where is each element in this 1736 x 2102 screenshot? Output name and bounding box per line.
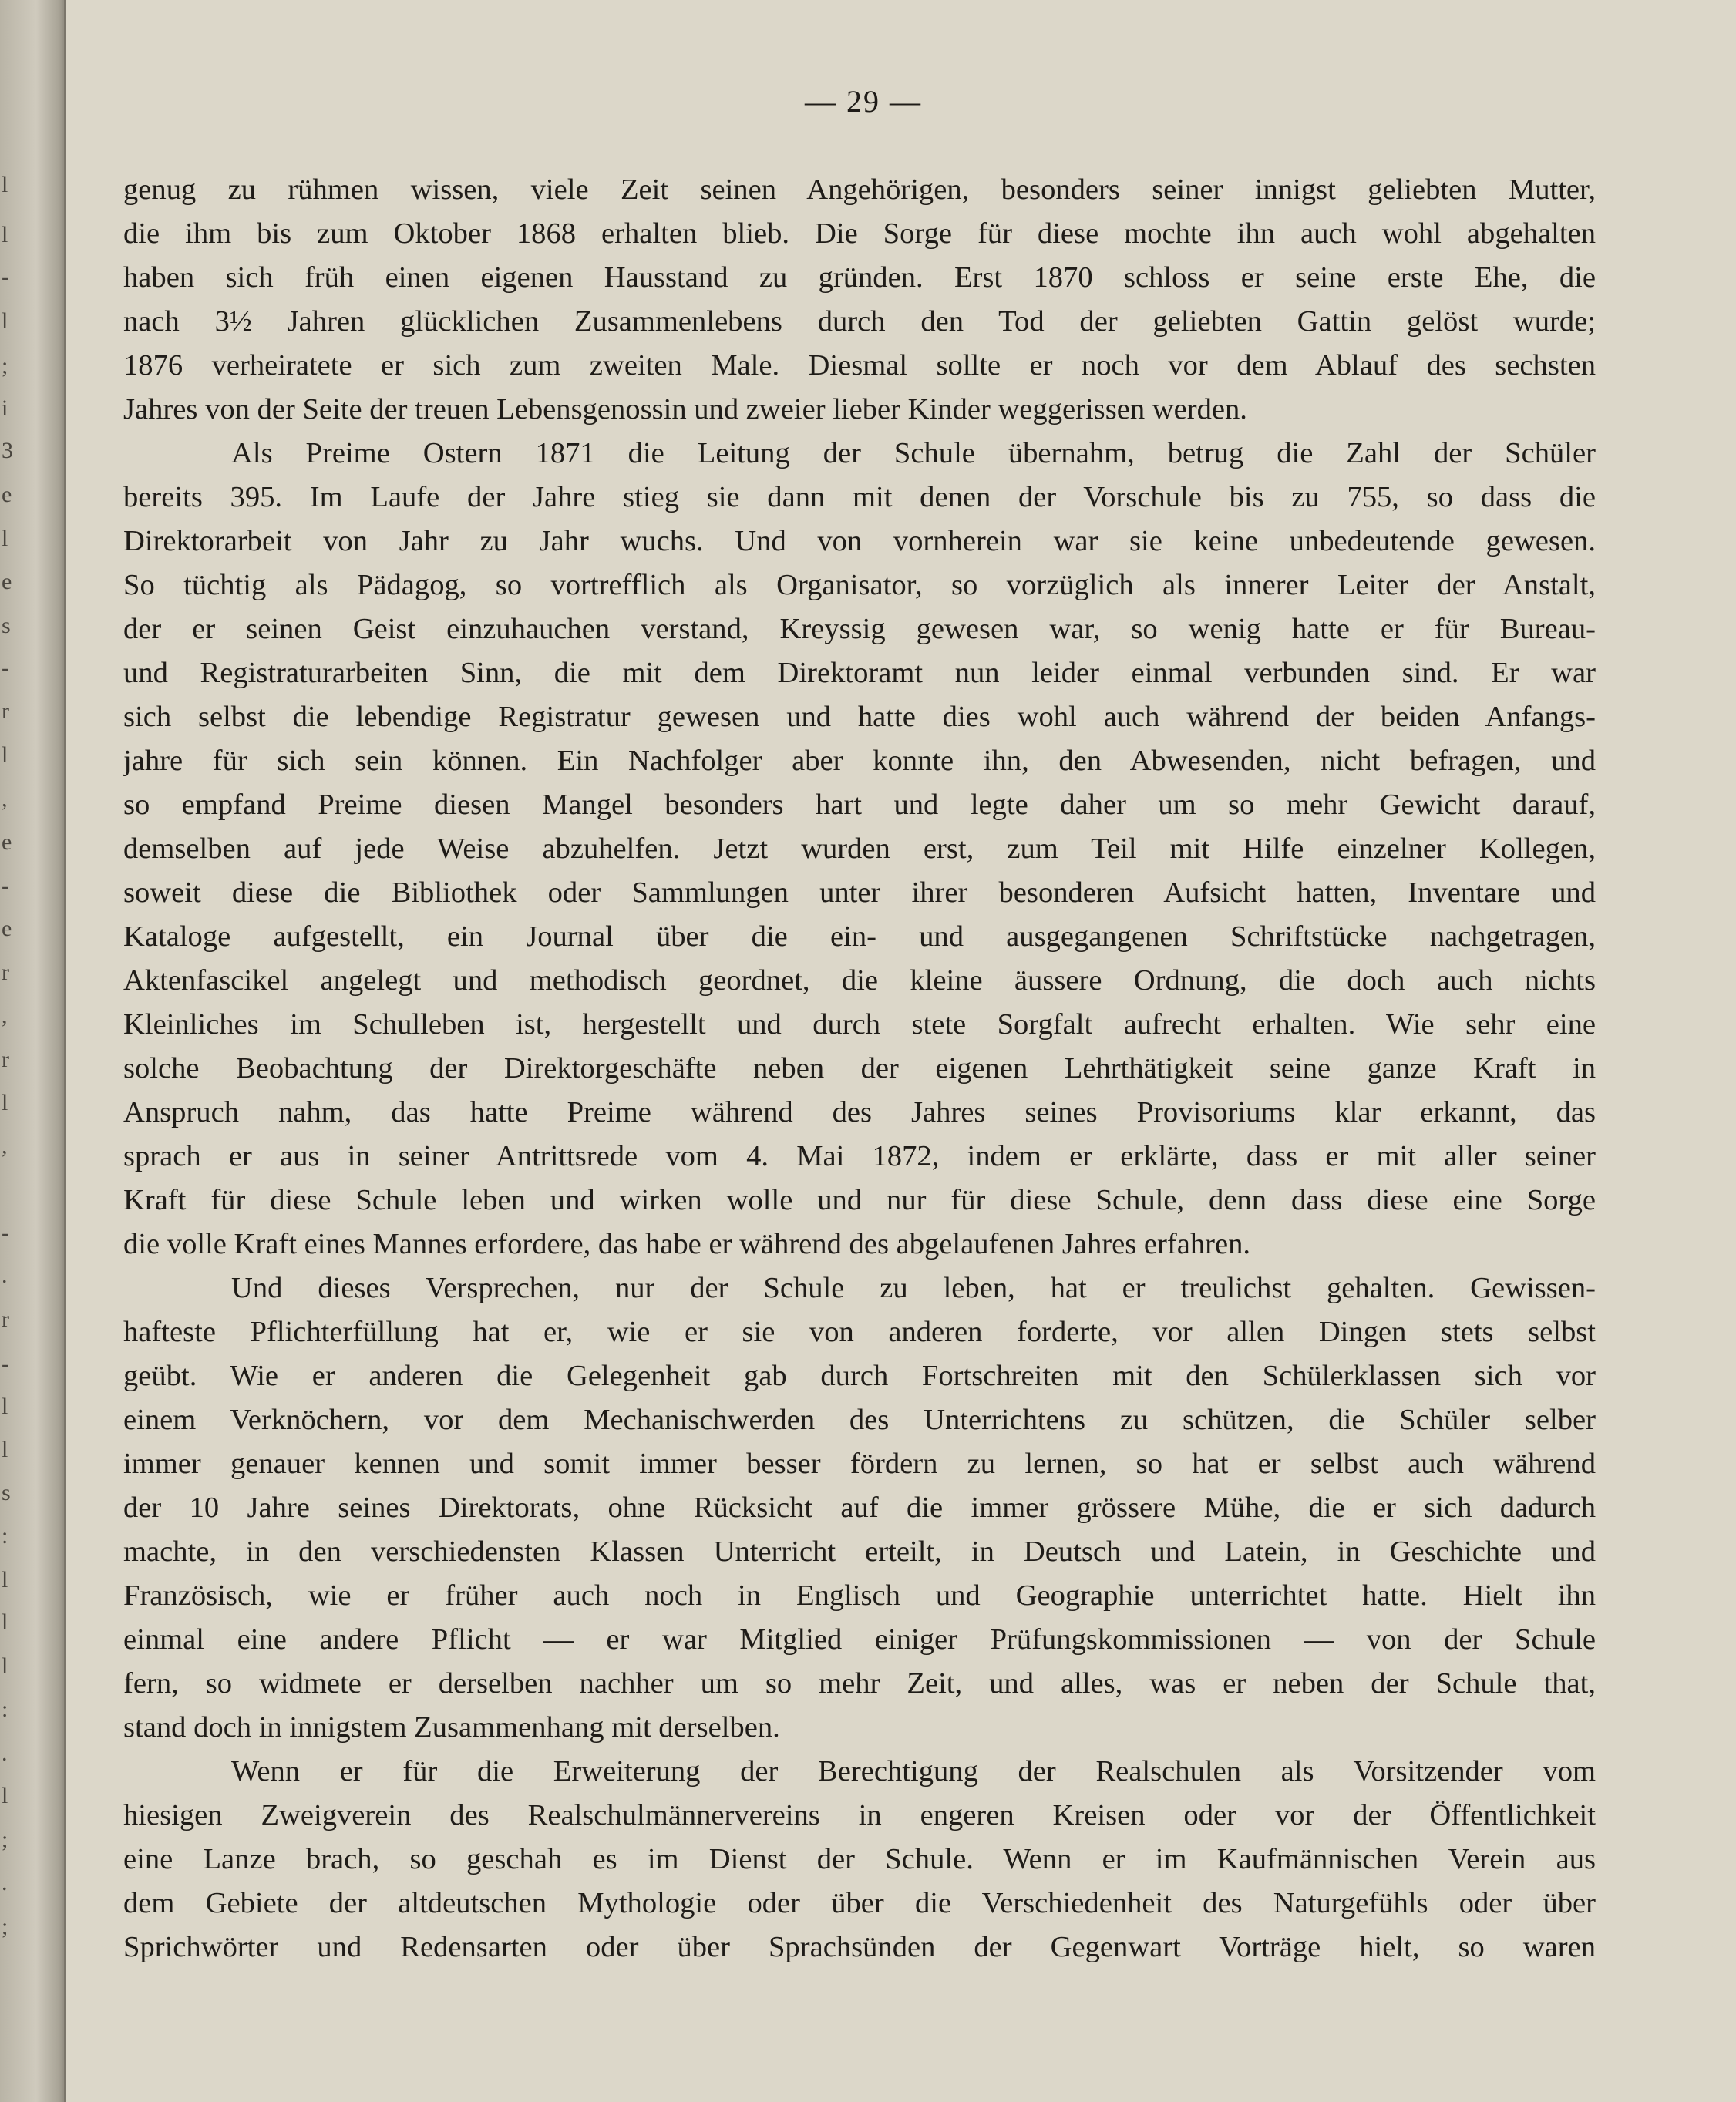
margin-fragment: : <box>2 1697 8 1722</box>
margin-fragment: - <box>2 655 9 681</box>
text-line: Sprichwörter und Redensarten oder über Sprachsünden der Gegenwart Vorträge hielt, so waren <box>123 1931 1596 1963</box>
text-line: hafteste Pflichterfüllung hat er, wie er sie von anderen forderte, vor allen Dingen stets selbst <box>123 1316 1596 1348</box>
text-line: Kataloge aufgestellt, ein Journal über die ein- und ausgegangenen Schriftstücke nachgetragen, <box>123 920 1596 953</box>
text-line: Anspruch nahm, das hatte Preime während des Jahres seines Provisoriums klar erkannt, das <box>123 1096 1596 1128</box>
margin-fragment: l <box>2 1567 8 1592</box>
text-line: der 10 Jahre seines Direktorats, ohne Rücksicht auf die immer grössere Mühe, die er sich dadurch <box>123 1492 1596 1524</box>
text-line: sich selbst die lebendige Registratur gewesen und hatte dies wohl auch während der beiden Anfangs- <box>123 701 1596 733</box>
text-line: jahre für sich sein können. Ein Nachfolger aber konnte ihn, den Abwesenden, nicht befragen, und <box>123 745 1596 777</box>
text-line: die volle Kraft eines Mannes erfordere, das habe er während des abgelaufenen Jahres erfahren. <box>123 1228 1251 1260</box>
body-text <box>123 168 1596 1969</box>
margin-fragment: l <box>2 1394 8 1419</box>
text-line: Kleinliches im Schulleben ist, hergestellt und durch stete Sorgfalt aufrecht erhalten. Wie sehr eine <box>123 1008 1596 1041</box>
margin-fragment: l <box>2 1090 8 1115</box>
margin-fragment: . <box>2 1263 8 1288</box>
text-line: 1876 verheiratete er sich zum zweiten Male. Diesmal sollte er noch vor dem Ablauf des sechsten <box>123 349 1596 382</box>
facing-page-margin <box>0 0 46 2102</box>
margin-fragment: l <box>2 1653 8 1679</box>
margin-fragment: i <box>2 395 8 421</box>
text-line: dem Gebiete der altdeutschen Mythologie oder über die Verschiedenheit des Naturgefühls oder über <box>123 1887 1596 1919</box>
margin-fragment: - <box>2 873 9 899</box>
text-line: stand doch in innigstem Zusammenhang mit derselben. <box>123 1711 780 1744</box>
text-line: einem Verknöchern, vor dem Mechanischwerden des Unterrichtens zu schützen, die Schüler selber <box>123 1404 1596 1436</box>
margin-fragment: r <box>2 698 9 724</box>
text-line: eine Lanze brach, so geschah es im Dienst der Schule. Wenn er im Kaufmännischen Verein aus <box>123 1843 1596 1875</box>
margin-fragment: r <box>2 960 9 985</box>
text-line: Aktenfascikel angelegt und methodisch geordnet, die kleine äussere Ordnung, die doch auch nichts <box>123 964 1596 997</box>
text-line: genug zu rühmen wissen, viele Zeit seinen Angehörigen, besonders seiner innigst geliebten Mutter, <box>123 173 1596 206</box>
margin-fragment: ; <box>2 1827 8 1852</box>
text-line: immer genauer kennen und somit immer besser fördern zu lernen, so hat er selbst auch während <box>123 1448 1596 1480</box>
margin-fragment: e <box>2 916 12 941</box>
margin-fragment: . <box>2 1870 8 1895</box>
margin-fragment: - <box>2 1351 9 1377</box>
page-number: — 29 — <box>805 84 922 119</box>
margin-fragment: : <box>2 1523 8 1549</box>
text-line: Kraft für diese Schule leben und wirken wolle und nur für diese Schule, denn dass diese eine Sorge <box>123 1184 1596 1216</box>
text-line: soweit diese die Bibliothek oder Sammlungen unter ihrer besonderen Aufsicht hatten, Inventare und <box>123 876 1596 909</box>
text-line: Französisch, wie er früher auch noch in Englisch und Geographie unterrichtet hatte. Hielt ihn <box>123 1579 1596 1612</box>
margin-fragment: , <box>2 786 8 812</box>
text-line: geübt. Wie er anderen die Gelegenheit gab durch Fortschreiten mit den Schülerklassen sich vor <box>123 1360 1596 1392</box>
text-line: bereits 395. Im Laufe der Jahre stieg sie dann mit denen der Vorschule bis zu 755, so dass die <box>123 481 1596 513</box>
text-line: machte, in den verschiedensten Klassen Unterricht erteilt, in Deutsch und Latein, in Geschichte und <box>123 1535 1596 1568</box>
margin-fragment: l <box>2 222 8 247</box>
text-line: Direktorarbeit von Jahr zu Jahr wuchs. Und von vornherein war sie keine unbedeutende gewesen. <box>123 525 1596 557</box>
margin-fragment: e <box>2 829 12 855</box>
text-line: sprach er aus in seiner Antrittsrede vom 4. Mai 1872, indem er erklärte, dass er mit aller seiner <box>123 1140 1596 1172</box>
page-gutter-line <box>64 0 66 2102</box>
text-line: Als Preime Ostern 1871 die Leitung der Schule übernahm, betrug die Zahl der Schüler <box>231 437 1596 469</box>
margin-fragment: r <box>2 1047 9 1072</box>
margin-fragment: ; <box>2 353 8 378</box>
margin-fragment: l <box>2 1437 8 1462</box>
margin-fragment: ; <box>2 1914 8 1939</box>
margin-fragment: s <box>2 613 11 638</box>
text-line: fern, so widmete er derselben nachher um so mehr Zeit, und alles, was er neben der Schule that, <box>123 1667 1596 1700</box>
text-line: haben sich früh einen eigenen Hausstand zu gründen. Erst 1870 schloss er seine erste Ehe, die <box>123 261 1596 294</box>
margin-fragment: - <box>2 264 9 290</box>
margin-fragment: e <box>2 482 12 507</box>
margin-fragment: . <box>2 1740 8 1766</box>
margin-fragment: r <box>2 1307 9 1332</box>
text-line: nach 3½ Jahren glücklichen Zusammenlebens durch den Tod der geliebten Gattin gelöst wurde; <box>123 305 1596 338</box>
margin-fragment: 3 <box>2 438 13 463</box>
text-line: einmal eine andere Pflicht — er war Mitglied einiger Prüfungskommissionen — von der Schule <box>123 1623 1596 1656</box>
text-line: so empfand Preime diesen Mangel besonders hart und legte daher um so mehr Gewicht darauf, <box>123 789 1596 821</box>
text-line: die ihm bis zum Oktober 1868 erhalten blieb. Die Sorge für diese mochte ihn auch wohl abgehalten <box>123 217 1596 250</box>
text-line: So tüchtig als Pädagog, so vortrefflich als Organisator, so vorzüglich als innerer Leiter der Anstalt, <box>123 569 1596 601</box>
text-line: Jahres von der Seite der treuen Lebensgenossin und zweier lieber Kinder weggerissen werden. <box>123 393 1247 425</box>
margin-fragment: , <box>2 1003 8 1028</box>
margin-fragment: - <box>2 1220 9 1246</box>
margin-fragment: l <box>2 742 8 768</box>
text-line: demselben auf jede Weise abzuhelfen. Jetzt wurden erst, zum Teil mit Hilfe einzelner Kollegen, <box>123 832 1596 865</box>
text-line: Wenn er für die Erweiterung der Berechtigung der Realschulen als Vorsitzender vom <box>231 1755 1596 1788</box>
text-line: Und dieses Versprechen, nur der Schule zu leben, hat er treulichst gehalten. Gewissen- <box>231 1272 1596 1304</box>
margin-fragment: l <box>2 308 8 334</box>
margin-fragment: l <box>2 1783 8 1808</box>
text-line: hiesigen Zweigverein des Realschulmännervereins in engeren Kreisen oder vor der Öffentlichkeit <box>123 1799 1596 1831</box>
margin-fragment: l <box>2 172 8 197</box>
margin-fragment: s <box>2 1480 11 1505</box>
margin-fragment: , <box>2 1133 8 1159</box>
margin-fragment: l <box>2 526 8 551</box>
margin-fragment: e <box>2 569 12 594</box>
text-line: und Registraturarbeiten Sinn, die mit dem Direktoramt nun leider einmal verbunden sind. Er war <box>123 657 1596 689</box>
margin-fragment: l <box>2 1609 8 1635</box>
text-line: der er seinen Geist einzuhauchen verstand, Kreyssig gewesen war, so wenig hatte er für Bureau- <box>123 613 1596 645</box>
text-line: solche Beobachtung der Direktorgeschäfte neben der eigenen Lehrthätigkeit seine ganze Kraft in <box>123 1052 1596 1085</box>
